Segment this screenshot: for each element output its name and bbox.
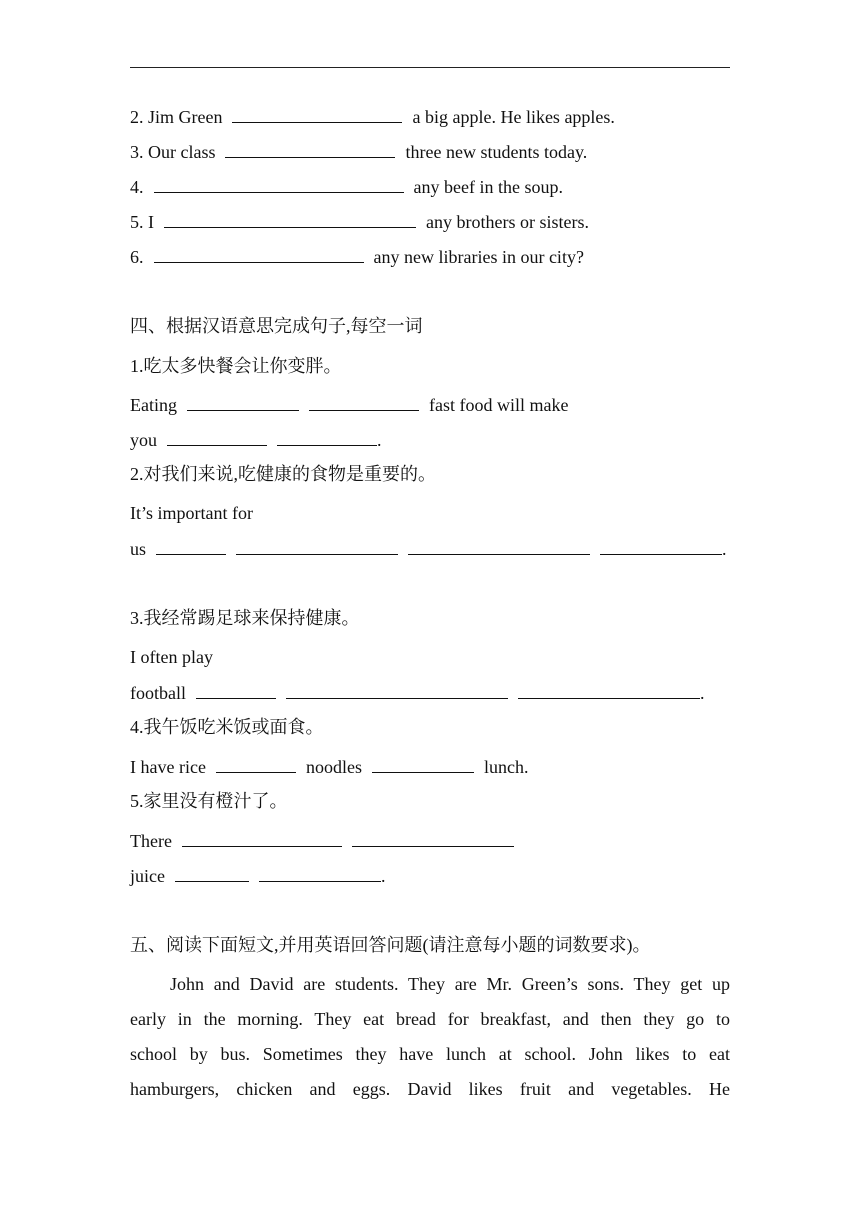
answer-blank[interactable] <box>259 863 381 882</box>
question-text: a big apple. He likes apples. <box>412 107 615 127</box>
question-text: Eating <box>130 395 177 415</box>
question-text: 5. I <box>130 212 154 232</box>
question-3-6 <box>130 244 584 268</box>
question-text: fast food will make <box>429 395 569 415</box>
question-4-4-line <box>130 754 528 778</box>
question-text: 6. <box>130 247 144 267</box>
question-text: us <box>130 539 147 559</box>
question-text: lunch. <box>483 757 529 777</box>
passage-line: John and David are students. They are Mr. Green’s sons. They get up <box>170 974 730 994</box>
answer-blank[interactable] <box>216 754 296 773</box>
answer-blank[interactable] <box>156 536 226 555</box>
question-text: three new students today. <box>405 142 588 162</box>
answer-blank[interactable] <box>518 680 700 699</box>
passage-line: school by bus. Sometimes they have lunch at school. John likes to eat <box>130 1044 730 1064</box>
question-3-3 <box>130 139 587 163</box>
section-5-title: 五、阅读下面短文,并用英语回答问题(请注意每小题的词数要求)。 <box>130 935 651 955</box>
section-4-title: 四、根据汉语意思完成句子,每空一词 <box>130 316 423 336</box>
question-text: football <box>130 683 186 703</box>
question-text: . <box>380 866 386 886</box>
answer-blank[interactable] <box>286 680 508 699</box>
question-text: There <box>130 831 172 851</box>
answer-blank[interactable] <box>187 392 299 411</box>
answer-blank[interactable] <box>154 244 364 263</box>
question-4-2-line1: It’s important for <box>130 503 253 523</box>
question-text: 4. <box>130 177 144 197</box>
answer-blank[interactable] <box>175 863 249 882</box>
answer-blank[interactable] <box>232 104 402 123</box>
answer-blank[interactable] <box>164 209 416 228</box>
question-3-2 <box>130 104 615 128</box>
reading-passage <box>130 967 730 1107</box>
question-text: any new libraries in our city? <box>373 247 584 267</box>
question-4-3-chinese: 3.我经常踢足球来保持健康。 <box>130 608 360 628</box>
question-4-4-chinese: 4.我午饭吃米饭或面食。 <box>130 717 324 737</box>
question-text: you <box>130 430 157 450</box>
answer-blank[interactable] <box>309 392 419 411</box>
question-text: any beef in the soup. <box>413 177 563 197</box>
question-text: 2. Jim Green <box>130 107 223 127</box>
answer-blank[interactable] <box>167 427 267 446</box>
question-text: . <box>722 539 727 559</box>
question-text: juice <box>130 866 165 886</box>
question-4-3-line2 <box>130 680 705 704</box>
header-rule <box>130 67 730 68</box>
answer-blank[interactable] <box>182 828 342 847</box>
passage-line: hamburgers, chicken and eggs. David likes fruit and vegetables. He <box>130 1079 730 1099</box>
question-4-2-line2 <box>130 536 727 560</box>
passage-line: early in the morning. They eat bread for breakfast, and then they go to <box>130 1009 730 1029</box>
question-4-3-line1: I often play <box>130 647 213 667</box>
question-4-2-chinese: 2.对我们来说,吃健康的食物是重要的。 <box>130 464 436 484</box>
question-text: 3. Our class <box>130 142 216 162</box>
question-4-1-chinese: 1.吃太多快餐会让你变胖。 <box>130 356 342 376</box>
question-text: . <box>700 683 705 703</box>
answer-blank[interactable] <box>372 754 474 773</box>
answer-blank[interactable] <box>277 427 377 446</box>
answer-blank[interactable] <box>408 536 590 555</box>
question-text: noodles <box>305 757 362 777</box>
answer-blank[interactable] <box>236 536 398 555</box>
answer-blank[interactable] <box>154 174 404 193</box>
question-text: . <box>377 430 382 450</box>
answer-blank[interactable] <box>225 139 395 158</box>
question-4-1-line2 <box>130 427 382 451</box>
question-3-5 <box>130 209 589 233</box>
question-4-5-chinese: 5.家里没有橙汁了。 <box>130 791 288 811</box>
question-3-4 <box>130 174 563 198</box>
question-4-5-line2 <box>130 863 385 887</box>
answer-blank[interactable] <box>196 680 276 699</box>
answer-blank[interactable] <box>600 536 722 555</box>
question-text: any brothers or sisters. <box>426 212 589 232</box>
question-4-5-line1 <box>130 828 514 852</box>
answer-blank[interactable] <box>352 828 514 847</box>
question-text: I have rice <box>130 757 206 777</box>
question-4-1-line1 <box>130 392 568 416</box>
